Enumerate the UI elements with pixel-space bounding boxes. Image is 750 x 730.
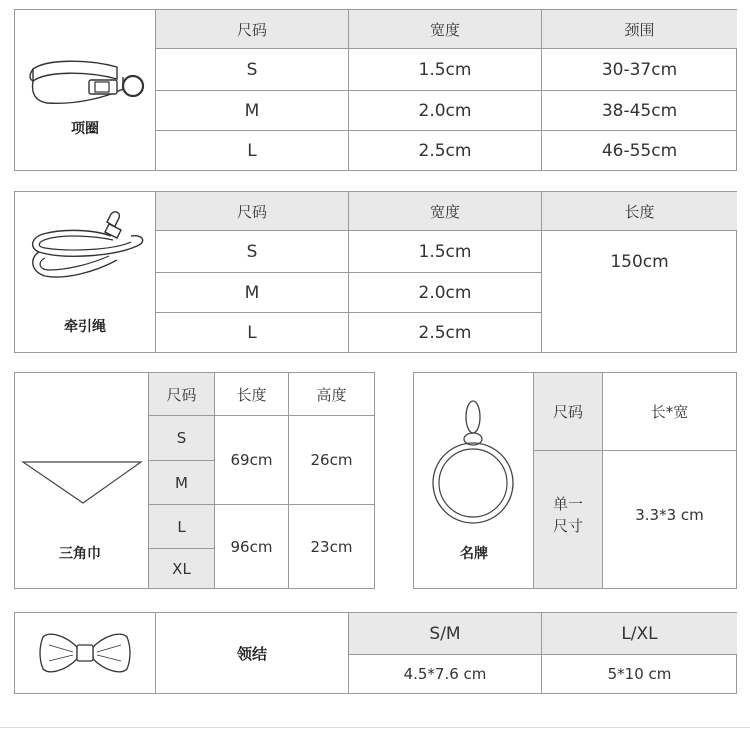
bandana-length-sm: 69cm [230,451,273,469]
leash-header-length: 长度 [542,192,737,230]
collar-width-l: 2.5cm [418,140,472,161]
bottom-divider [0,727,750,728]
leash-header-size: 尺码 [156,192,348,230]
tag-table [413,372,737,589]
leash-length-value: 150cm [610,252,669,272]
tag-label: 名牌 [460,546,488,562]
leash-label: 牵引绳 [64,319,106,335]
bandana-label: 三角巾 [59,546,101,562]
bowtie-header-lxl: L/XL [542,613,737,654]
bandana-header-height: 高度 [316,385,347,404]
bowtie-value-sm: 4.5*7.6 cm [403,665,487,683]
leash-size-l: L [247,322,257,343]
leash-width-l: 2.5cm [418,322,472,343]
bandana-height-sm: 26cm [310,451,353,469]
bandana-table [14,372,375,589]
tag-header-dim: 长*宽 [650,403,689,421]
collar-size-l: L [247,140,257,161]
collar-neck-l: 46-55cm [601,140,678,161]
tag-size-value: 单一 尺寸 [534,451,602,588]
collar-width-s: 1.5cm [418,59,472,80]
collar-label: 项圈 [71,121,99,137]
collar-neck-s: 30-37cm [601,59,678,80]
bowtie-table [14,612,737,694]
bowtie-value-lxl: 5*10 cm [607,665,672,683]
tag-dim-value: 3.3*3 cm [635,505,704,524]
leash-size-s: S [246,241,258,262]
collar-width-m: 2.0cm [418,100,472,121]
leash-width-s: 1.5cm [418,241,472,262]
collar-size-m: M [244,100,260,121]
collar-illustration [27,55,157,115]
bandana-size-m: M [149,461,214,504]
leash-width-m: 2.0cm [418,282,472,303]
collar-header-width: 宽度 [349,10,541,48]
leash-illustration [25,206,155,296]
collar-header-neck: 颈围 [542,10,737,48]
bandana-size-l: L [149,505,214,548]
collar-table [14,9,737,171]
bandana-size-xl: XL [149,549,214,588]
bandana-header-size: 尺码 [149,373,214,415]
tag-illustration [430,399,516,529]
leash-header-width: 宽度 [349,192,541,230]
bowtie-label: 领结 [236,644,267,663]
leash-table [14,191,737,353]
collar-header-size: 尺码 [156,10,348,48]
bandana-length-lxl: 96cm [230,537,273,556]
bandana-header-length: 长度 [236,385,267,404]
bandana-illustration [21,459,145,507]
bowtie-illustration [39,627,131,679]
collar-neck-m: 38-45cm [601,100,678,121]
bandana-size-s: S [149,416,214,460]
bowtie-header-sm: S/M [349,613,541,654]
leash-size-m: M [244,282,260,303]
tag-header-size: 尺码 [534,373,602,450]
collar-size-s: S [246,59,258,80]
bandana-height-lxl: 23cm [310,537,353,556]
